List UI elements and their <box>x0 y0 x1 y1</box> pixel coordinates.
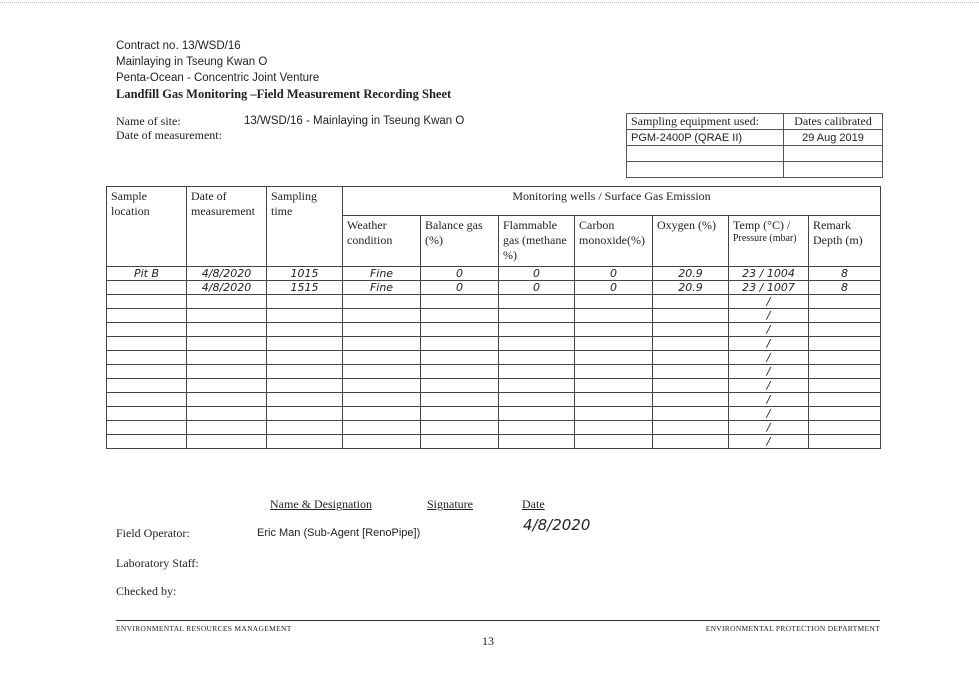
cell-weather <box>343 407 421 421</box>
cell-carbon <box>575 421 653 435</box>
cell-carbon: 0 <box>575 281 653 295</box>
equipment-empty-cell <box>627 146 784 162</box>
cell-location <box>107 379 187 393</box>
equipment-empty-cell <box>784 162 883 178</box>
cell-temp-pressure: / <box>729 435 809 449</box>
cell-oxygen <box>653 295 729 309</box>
cell-balance: 0 <box>421 281 499 295</box>
field-operator-name: Eric Man (Sub-Agent [RenoPipe]) <box>257 527 421 539</box>
cell-location <box>107 337 187 351</box>
cell-weather <box>343 435 421 449</box>
cell-carbon <box>575 393 653 407</box>
cell-time <box>267 337 343 351</box>
cell-balance <box>421 435 499 449</box>
date-header: Date <box>522 497 545 511</box>
cell-flammable <box>499 337 575 351</box>
cell-oxygen <box>653 435 729 449</box>
field-operator-label: Field Operator: <box>116 526 190 540</box>
cell-weather: Fine <box>343 267 421 281</box>
cell-weather <box>343 295 421 309</box>
cell-carbon <box>575 309 653 323</box>
col-header-weather: Weather condition <box>343 216 421 267</box>
footer-right: ENVIRONMENTAL PROTECTION DEPARTMENT <box>705 624 880 633</box>
calibrated-header: Dates calibrated <box>784 114 883 130</box>
cell-location <box>107 323 187 337</box>
cell-date <box>187 435 267 449</box>
cell-oxygen <box>653 351 729 365</box>
cell-flammable <box>499 351 575 365</box>
cell-flammable <box>499 309 575 323</box>
cell-time: 1515 <box>267 281 343 295</box>
cell-location <box>107 295 187 309</box>
cell-oxygen <box>653 337 729 351</box>
cell-oxygen <box>653 407 729 421</box>
cell-carbon <box>575 407 653 421</box>
cell-weather <box>343 351 421 365</box>
signature-header: Signature <box>427 497 473 511</box>
cell-time <box>267 421 343 435</box>
cell-depth <box>809 309 881 323</box>
cell-time <box>267 295 343 309</box>
cell-weather <box>343 323 421 337</box>
cell-weather <box>343 379 421 393</box>
cell-flammable <box>499 435 575 449</box>
cell-oxygen: 20.9 <box>653 281 729 295</box>
cell-carbon <box>575 365 653 379</box>
pressure-label: Pressure (mbar) <box>733 233 797 244</box>
cell-weather: Fine <box>343 281 421 295</box>
cell-temp-pressure: / <box>729 421 809 435</box>
site-name-label: Name of site: <box>116 114 181 128</box>
cell-time: 1015 <box>267 267 343 281</box>
page-number: 13 <box>482 634 494 648</box>
cell-carbon <box>575 323 653 337</box>
cell-carbon <box>575 435 653 449</box>
cell-time <box>267 309 343 323</box>
equipment-empty-cell <box>627 162 784 178</box>
measurement-date-label: Date of measurement: <box>116 128 222 142</box>
cell-time <box>267 435 343 449</box>
cell-carbon <box>575 351 653 365</box>
cell-balance <box>421 295 499 309</box>
cell-temp-pressure: / <box>729 337 809 351</box>
footer-left: ENVIRONMENTAL RESOURCES MANAGEMENT <box>116 624 292 633</box>
temp-label: Temp (°C) / <box>733 218 791 232</box>
sheet-title: Landfill Gas Monitoring –Field Measurement Recording Sheet <box>116 87 452 101</box>
cell-depth <box>809 421 881 435</box>
cell-flammable: 0 <box>499 267 575 281</box>
cell-location <box>107 435 187 449</box>
cell-carbon: 0 <box>575 267 653 281</box>
cell-balance <box>421 421 499 435</box>
cell-date <box>187 351 267 365</box>
cell-weather <box>343 337 421 351</box>
cell-location <box>107 351 187 365</box>
col-header-balance: Balance gas (%) <box>421 216 499 267</box>
col-header-date: Date of measurement <box>187 187 267 267</box>
cell-depth <box>809 351 881 365</box>
table-row <box>107 281 881 295</box>
equipment-header: Sampling equipment used: <box>627 114 784 130</box>
cell-temp-pressure: / <box>729 379 809 393</box>
col-header-time: Sampling time <box>267 187 343 267</box>
cell-depth <box>809 407 881 421</box>
table-row <box>107 337 881 351</box>
cell-time <box>267 323 343 337</box>
cell-date <box>187 337 267 351</box>
col-header-temp-pressure <box>729 216 809 267</box>
cell-oxygen <box>653 365 729 379</box>
cell-oxygen <box>653 309 729 323</box>
cell-location <box>107 365 187 379</box>
cell-balance <box>421 323 499 337</box>
calibration-date: 29 Aug 2019 <box>784 130 883 146</box>
cell-time <box>267 365 343 379</box>
site-info <box>116 114 465 142</box>
cell-time <box>267 379 343 393</box>
cell-depth <box>809 393 881 407</box>
col-header-flammable: Flammable gas (methane %) <box>499 216 575 267</box>
cell-location <box>107 421 187 435</box>
cell-depth: 8 <box>809 267 881 281</box>
cell-flammable <box>499 421 575 435</box>
equipment-table <box>626 113 883 178</box>
table-row <box>107 435 881 449</box>
site-name-value: 13/WSD/16 - Mainlaying in Tseung Kwan O <box>244 115 465 127</box>
table-row <box>107 351 881 365</box>
col-header-remark: Remark Depth (m) <box>809 216 881 267</box>
cell-temp-pressure: / <box>729 393 809 407</box>
cell-temp-pressure: / <box>729 351 809 365</box>
cell-temp-pressure: 23 / 1007 <box>729 281 809 295</box>
table-row <box>107 323 881 337</box>
cell-location <box>107 393 187 407</box>
cell-depth <box>809 365 881 379</box>
top-border-line <box>0 2 979 3</box>
col-header-carbon: Carbon monoxide(%) <box>575 216 653 267</box>
cell-oxygen: 20.9 <box>653 267 729 281</box>
cell-flammable <box>499 365 575 379</box>
cell-oxygen <box>653 323 729 337</box>
name-designation-header: Name & Designation <box>270 497 372 511</box>
cell-oxygen <box>653 393 729 407</box>
table-row <box>107 421 881 435</box>
cell-date <box>187 407 267 421</box>
cell-date <box>187 309 267 323</box>
laboratory-staff-label: Laboratory Staff: <box>116 556 199 570</box>
cell-carbon <box>575 379 653 393</box>
cell-date <box>187 393 267 407</box>
cell-location <box>107 309 187 323</box>
cell-time <box>267 351 343 365</box>
cell-location <box>107 281 187 295</box>
cell-weather <box>343 393 421 407</box>
cell-depth: 8 <box>809 281 881 295</box>
measurement-table <box>106 186 881 449</box>
checked-by-label: Checked by: <box>116 584 177 598</box>
cell-depth <box>809 435 881 449</box>
cell-date <box>187 295 267 309</box>
cell-depth <box>809 379 881 393</box>
cell-flammable <box>499 379 575 393</box>
cell-oxygen <box>653 379 729 393</box>
col-header-location: Sample location <box>107 187 187 267</box>
cell-balance <box>421 337 499 351</box>
table-row <box>107 295 881 309</box>
cell-date <box>187 323 267 337</box>
cell-weather <box>343 365 421 379</box>
equipment-device: PGM-2400P (QRAE II) <box>627 130 784 146</box>
cell-balance <box>421 379 499 393</box>
cell-time <box>267 393 343 407</box>
field-operator-date: 4/8/2020 <box>523 516 591 534</box>
project-name: Mainlaying in Tseung Kwan O <box>116 56 268 68</box>
table-row <box>107 407 881 421</box>
equipment-empty-cell <box>784 146 883 162</box>
cell-carbon <box>575 337 653 351</box>
cell-temp-pressure: / <box>729 365 809 379</box>
cell-date <box>187 379 267 393</box>
cell-date <box>187 421 267 435</box>
col-header-group: Monitoring wells / Surface Gas Emission <box>343 187 881 216</box>
cell-balance <box>421 351 499 365</box>
cell-date: 4/8/2020 <box>187 267 267 281</box>
cell-time <box>267 407 343 421</box>
page-footer <box>116 620 880 633</box>
cell-temp-pressure: / <box>729 323 809 337</box>
cell-depth <box>809 337 881 351</box>
cell-date <box>187 365 267 379</box>
cell-oxygen <box>653 421 729 435</box>
cell-flammable: 0 <box>499 281 575 295</box>
cell-date: 4/8/2020 <box>187 281 267 295</box>
cell-balance: 0 <box>421 267 499 281</box>
table-row <box>107 365 881 379</box>
cell-flammable <box>499 295 575 309</box>
cell-temp-pressure: / <box>729 407 809 421</box>
cell-temp-pressure: / <box>729 295 809 309</box>
cell-depth <box>809 323 881 337</box>
cell-flammable <box>499 323 575 337</box>
cell-flammable <box>499 407 575 421</box>
table-row <box>107 379 881 393</box>
table-row <box>107 267 881 281</box>
cell-location <box>107 407 187 421</box>
cell-balance <box>421 407 499 421</box>
document-header <box>116 38 451 102</box>
contractor-name: Penta-Ocean - Concentric Joint Venture <box>116 72 320 84</box>
cell-location: Pit B <box>107 267 187 281</box>
cell-weather <box>343 309 421 323</box>
cell-depth <box>809 295 881 309</box>
cell-weather <box>343 421 421 435</box>
cell-flammable <box>499 393 575 407</box>
col-header-oxygen: Oxygen (%) <box>653 216 729 267</box>
cell-balance <box>421 393 499 407</box>
cell-temp-pressure: 23 / 1004 <box>729 267 809 281</box>
cell-balance <box>421 365 499 379</box>
contract-number: Contract no. 13/WSD/16 <box>116 40 241 52</box>
cell-balance <box>421 309 499 323</box>
table-row <box>107 309 881 323</box>
table-row <box>107 393 881 407</box>
cell-temp-pressure: / <box>729 309 809 323</box>
cell-carbon <box>575 295 653 309</box>
